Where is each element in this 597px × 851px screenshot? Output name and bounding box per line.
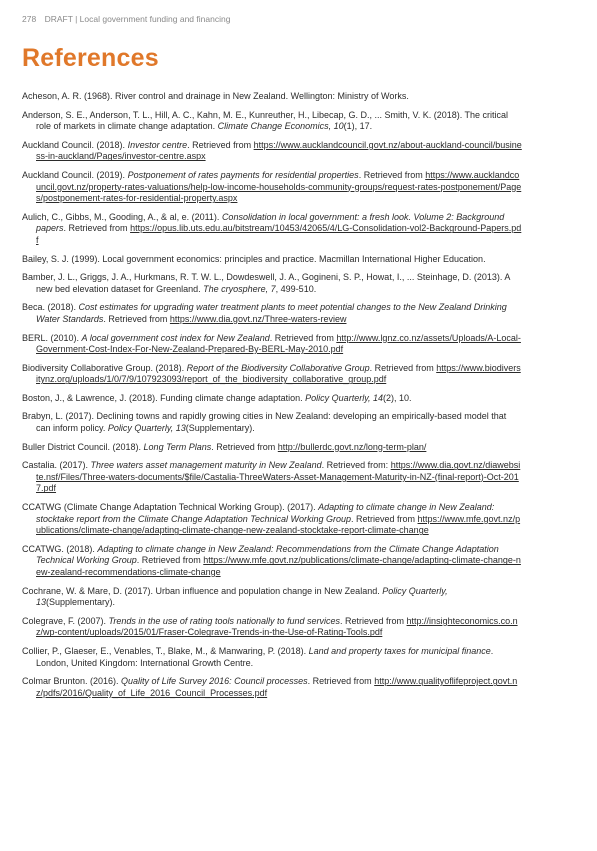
reference-text: Anderson, S. E., Anderson, T. L., Hill, A. C., Kahn, M. E., Kunreuther, H., Libecap, G. D., ... Smith, V. K. (2018). The critical role of markets in climate change adaptation. — [22, 109, 509, 132]
reference-entry — [22, 212, 522, 247]
reference-link[interactable]: https://www.aucklandcouncil.govt.nz/property-rates-valuations/help-low-income-households-community-groups/request-rates-postponement/Pages/postponement-rates-for-residential-property.aspx — [36, 169, 522, 204]
reference-italic-text: Adapting to climate change in New Zealand: Recommendations from the Climate Change Adaptation Technical Working Group — [36, 543, 499, 566]
reference-text: Colegrave, F. (2007). — [22, 615, 109, 626]
reference-text: . Retrieved from — [187, 139, 254, 150]
reference-text: Colmar Brunton. (2016). — [22, 676, 122, 687]
reference-italic-text: Policy Quarterly, 14 — [305, 392, 384, 403]
reference-text: . London, United Kingdom: International Growth Centre. — [36, 645, 494, 668]
reference-entry — [22, 544, 522, 579]
reference-text: Beca. (2018). — [22, 302, 79, 313]
reference-italic-text: Investor centre — [127, 139, 188, 150]
reference-entry — [22, 393, 522, 405]
reference-text: Buller District Council. (2018). — [22, 441, 144, 452]
reference-text: BERL. (2010). — [22, 332, 82, 343]
reference-link[interactable]: https://opus.lib.uts.edu.au/bitstream/10453/42065/4/LG-Consolidation-vol2-Background-Papers.pdf — [36, 223, 522, 245]
reference-link[interactable]: http://www.qualityoflifeproject.govt.nz/pdfs/2016/Quality_of_Life_2016_Council_Processes.pdf — [36, 676, 518, 698]
reference-text: Auckland Council. (2019). — [22, 169, 128, 180]
reference-text: Bailey, S. J. (1999). Local government economics: principles and practice. Macmillan International Higher Education. — [22, 253, 486, 264]
reference-italic-text: A local government cost index for New Zealand — [81, 332, 270, 343]
reference-text: Acheson, A. R. (1968). River control and drainage in New Zealand. Wellington: Ministry of Works. — [22, 91, 409, 101]
reference-text: CCATWG (Climate Change Adaptation Technical Working Group). (2017). — [22, 502, 319, 513]
reference-text: (1), 17. — [343, 121, 373, 132]
reference-italic-text: Report of the Biodiversity Collaborative Group — [186, 362, 370, 373]
reference-italic-text: Policy Quarterly, 13 — [36, 585, 448, 608]
running-title: DRAFT | Local government funding and financing — [44, 14, 231, 24]
reference-text: (Supplementary). — [185, 423, 255, 434]
page-number: 278 — [22, 14, 37, 24]
reference-italic-text: Postponement of rates payments for residential properties — [127, 169, 359, 180]
reference-entry — [22, 442, 522, 454]
reference-entry — [22, 170, 522, 205]
reference-entry — [22, 272, 522, 295]
reference-italic-text: Land and property taxes for municipal finance — [308, 645, 491, 656]
reference-entry — [22, 646, 522, 669]
reference-entry — [22, 91, 522, 103]
reference-italic-text: Adapting to climate change in New Zealand: stocktake report from the Climate Change Adaptation Technical Working Group — [36, 502, 495, 524]
reference-link[interactable]: https://www.aucklandcouncil.govt.nz/about-auckland-council/business-in-auckland/Pages/investor-centre.aspx — [36, 139, 522, 162]
page-title: References — [22, 44, 159, 72]
reference-entry — [22, 676, 522, 699]
reference-italic-text: Long Term Plans — [143, 441, 212, 452]
reference-text: . Retrieved from: — [321, 460, 391, 471]
reference-text: . Retrieved from — [136, 555, 204, 566]
reference-entry — [22, 411, 522, 434]
reference-text: . Retrieved from — [358, 169, 426, 180]
reference-link[interactable]: https://www.dia.govt.nz/diawebsite.nsf/Files/Three-waters-documents/$file/Castalia-ThreeWaters-Asset-Management-Maturity-in-NZ-(final-report)-Oct-2017.pdf — [36, 460, 521, 494]
reference-italic-text: Trends in the use of rating tools nationally to fund services — [108, 615, 341, 626]
reference-text: . Retrieved from — [103, 313, 170, 324]
reference-text: Auckland Council. (2018). — [22, 139, 128, 150]
reference-entry — [22, 460, 522, 495]
reference-text: . Retrieved from — [340, 615, 407, 626]
reference-italic-text: The cryosphere, 7 — [203, 283, 276, 294]
reference-list — [22, 91, 522, 706]
reference-link[interactable]: http://insighteconomics.co.nz/wp-content/uploads/2015/01/Fraser-Colegrave-Trends-in-the-Use-of-Rating-Tools.pdf — [36, 615, 518, 638]
reference-text: Castalia. (2017). — [22, 460, 91, 471]
reference-italic-text: Quality of Life Survey 2016: Council processes — [121, 676, 308, 687]
reference-text: (Supplementary). — [46, 597, 116, 608]
reference-text: (2), 10. — [383, 392, 412, 403]
reference-link[interactable]: https://www.biodiversitynz.org/uploads/1/0/7/9/107923093/report_of_the_biodiversity_collaborative_group.pdf — [36, 362, 521, 385]
reference-link[interactable]: https://www.dia.govt.nz/Three-waters-review — [169, 313, 347, 324]
reference-text: . Retrieved from — [211, 441, 278, 452]
reference-entry — [22, 302, 522, 325]
reference-italic-text: Three waters asset management maturity in New Zealand — [90, 460, 322, 471]
reference-text: Brabyn, L. (2017). Declining towns and rapidly growing cities in New Zealand: developing an empirically-based model that can inform policy. — [22, 411, 507, 434]
reference-text: . Retrieved from — [351, 513, 418, 524]
reference-italic-text: Policy Quarterly, 13 — [107, 423, 186, 434]
reference-entry — [22, 333, 522, 356]
reference-entry — [22, 254, 522, 266]
reference-text: . Retrieved from — [369, 362, 437, 373]
reference-link[interactable]: https://www.mfe.govt.nz/publications/climate-change/adapting-climate-change-new-zealand-recommendations-climate-change — [36, 555, 521, 577]
reference-link[interactable]: http://bullerdc.govt.nz/long-term-plan/ — [277, 441, 427, 452]
reference-text: Boston, J., & Lawrence, J. (2018). Funding climate change adaptation. — [22, 392, 306, 403]
reference-italic-text: Cost estimates for upgrading water treatment plants to meet potential changes to the New Zealand Drinking Water Standards — [36, 302, 507, 324]
reference-text: Collier, P., Glaeser, E., Venables, T., Blake, M., & Manwaring, P. (2018). — [22, 645, 309, 656]
reference-entry — [22, 140, 522, 163]
reference-text: CCATWG. (2018). — [22, 543, 98, 554]
reference-text: Cochrane, W. & Mare, D. (2017). Urban influence and population change in New Zealand. — [22, 585, 383, 596]
reference-italic-text: Consolidation in local government: a fresh look. Volume 2: Background papers — [36, 211, 505, 234]
reference-entry — [22, 586, 522, 609]
reference-entry — [22, 502, 522, 537]
reference-text: Bamber, J. L., Griggs, J. A., Hurkmans, R. T. W. L., Dowdeswell, J. A., Gogineni, S. P., Howat, I., ... Steinhage, D. (2013). A new bed elevation dataset for Greenland. — [22, 272, 510, 294]
reference-text: , 499-510. — [275, 283, 317, 294]
reference-text: Biodiversity Collaborative Group. (2018). — [22, 362, 187, 373]
reference-text: . Retrieved from — [269, 332, 337, 343]
reference-entry — [22, 110, 522, 133]
reference-italic-text: Climate Change Economics, 10 — [217, 121, 344, 132]
reference-text: . Retrieved from — [63, 223, 131, 234]
running-header — [22, 14, 230, 24]
reference-entry — [22, 616, 522, 639]
reference-text: . Retrieved from — [307, 676, 375, 687]
reference-link[interactable]: http://www.lgnz.co.nz/assets/Uploads/A-Local-Government-Cost-Index-For-New-Zealand-Prepared-By-BERL-May-2010.pdf — [36, 332, 521, 355]
reference-link[interactable]: https://www.mfe.govt.nz/publications/climate-change/adapting-climate-change-new-zealand-stocktake-report-climate-change — [36, 513, 521, 536]
reference-text: Aulich, C., Gibbs, M., Gooding, A., & al, e. (2011). — [22, 211, 222, 222]
reference-entry — [22, 363, 522, 386]
